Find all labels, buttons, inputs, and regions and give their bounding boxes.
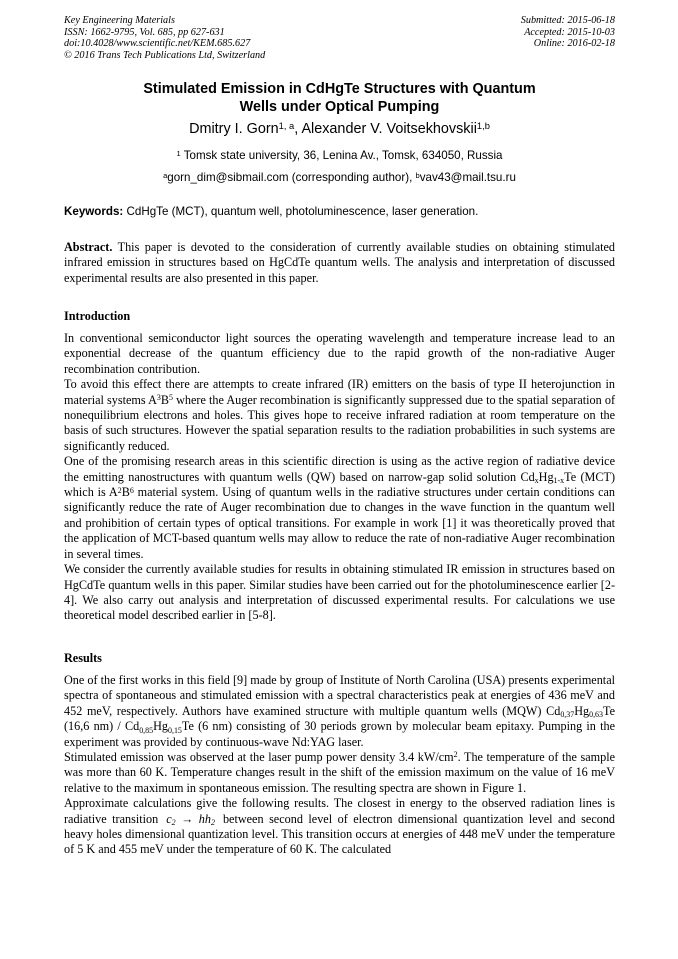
- introduction-heading: Introduction: [64, 309, 131, 323]
- results-paragraph-3: [64, 796, 615, 858]
- intro-p2-sup: 3: [156, 393, 161, 403]
- results-p1-text-e: Te (6 nm) consisting of 30 periods grown by molecular beam epitaxy. Pumping in the experiment was provided by continuous-wave Nd:YAG laser.: [64, 719, 615, 749]
- title-line-2: Wells under Optical Pumping: [239, 99, 440, 115]
- intro-p3-text-b: Hg: [538, 469, 554, 484]
- intro-p2-text-a: To avoid this effect there are attempts to create infrared (IR) emitters on the basis of type II heterojunction in material systems A: [64, 377, 615, 407]
- author-1: Dmitry I. Gorn: [189, 121, 279, 137]
- doi-line[interactable]: doi:10.4028/www.scientific.net/KEM.685.627: [64, 38, 251, 50]
- intro-p2-text-b: B: [160, 392, 170, 407]
- author-1-affiliation-mark: 1, a: [278, 120, 295, 131]
- dates-header: [521, 15, 615, 50]
- results-p3-text-a: Approximate calculations give the following results. The closest in energy to the observed radiation lines is radiative transition: [64, 796, 615, 826]
- results-p2-text-b: . The temperature of the sample was more than 60 K. Temperature changes result in the shift of the emission maximum on the value of 16 meV relative to the maximum in spontaneous emission. The resulting spectra are shown in Figure 1.: [64, 750, 615, 795]
- keywords-text: CdHgTe (MCT), quantum well, photoluminescence, laser generation.: [123, 205, 479, 218]
- formula-c-sub: 2: [171, 818, 176, 828]
- contact-emails: [64, 171, 615, 185]
- intro-paragraph-2: [64, 377, 615, 454]
- intro-p3-text-c: Te (MCT) which is A: [64, 469, 615, 500]
- intro-paragraph-1: [64, 331, 615, 377]
- issn-line: ISSN: 1662-9795, Vol. 685, pp 627-631: [64, 26, 225, 38]
- results-heading: Results: [64, 651, 102, 665]
- keywords-label: Keywords:: [64, 205, 124, 218]
- author-2: Alexander V. Voitsekhovskii: [301, 121, 477, 137]
- results-p3-text-b: between second level of electron dimensional quantization level and second heavy holes dimensional quantization level. This transition occurs at energies of 448 meV under the temperature of 5 K and 455 meV under the temperature of 60 K. The calculated: [64, 811, 616, 857]
- intro-paragraph-3: [64, 454, 615, 562]
- intro-p3-text-e: material system. Using of quantum wells in the radiative structures under certain conditions can significantly reduce the rate of Auger recombination due to changes in the wave function in the quantum well and prohibition of certain types of optical transitions. For example in work [1] it was theoretically proved that the application of MCT-based quantum wells may allow to reduce the rate of non-radiative Auger recombination in several times.: [64, 485, 616, 561]
- email-a[interactable]: gorn_dim@sibmail.com (corresponding author),: [167, 171, 416, 184]
- affiliation-number: 1: [176, 148, 181, 158]
- intro-p3-sub: x: [534, 476, 539, 486]
- author-list: [64, 120, 615, 138]
- copyright-line: © 2016 Trans Tech Publications Ltd, Switzerland: [64, 49, 266, 61]
- affiliation-text: Tomsk state university, 36, Lenina Av., Tomsk, 634050, Russia: [180, 149, 503, 162]
- results-p1-sub: 0,63: [589, 710, 603, 720]
- intro-p2-text-c: where the Auger recombination is significantly suppressed due to the spatial separation of nonequilibrium electrons and holes. This gives hope to receive infrared radiation at room temperature on the basis of such structures. However the spatial separation results to the radiation probabilities in such systems are significantly reduced.: [64, 392, 615, 453]
- email-a-mark: a: [163, 170, 168, 180]
- intro-p1-text: In conventional semiconductor light sources the operating wavelength and temperature increase lead to an exponential decrease of the quantum efficiency due to the rapid growth of the non-radiative Auger recombination contribution.: [64, 331, 615, 376]
- results-p2-sup: 2: [453, 750, 458, 760]
- intro-p3-text-d: B: [121, 485, 130, 500]
- introduction-body: [64, 331, 615, 624]
- intro-paragraph-4: [64, 562, 615, 624]
- results-p1-sub: 0,37: [560, 710, 575, 720]
- submitted-date: Submitted: 2015-06-18: [520, 15, 615, 26]
- results-p2-text-a: Stimulated emission was observed at the laser pump power density 3.4 kW/cm: [64, 750, 454, 765]
- abstract-label: Abstract.: [64, 240, 113, 254]
- abstract-text: This paper is devoted to the consideration of currently available studies on obtaining stimulated infrared emission in structures based on HgCdTe quantum wells. The analysis and interpretation of discussed experimental results are also presented in this paper.: [64, 240, 615, 285]
- title-line-1: Stimulated Emission in CdHgTe Structures with Quantum: [143, 81, 536, 97]
- results-p1-text-a: One of the first works in this field [9] made by group of Institute of North Carolina (USA) presents experimental spectra of spontaneous and stimulated emission with a spectral characteristics peak at energies of 436 meV and 452 meV, respectively. Authors have examined structure with multiple quantum wells (MQW) Cd: [64, 673, 615, 718]
- results-paragraph-2: [64, 750, 615, 796]
- results-body: [64, 673, 615, 858]
- formula-hh-sub: 2: [210, 818, 215, 828]
- transition-formula: [158, 812, 223, 826]
- author-separator: ,: [294, 121, 302, 137]
- results-p1-text-b: Hg: [574, 703, 590, 718]
- results-p1-text-d: Hg: [153, 719, 168, 734]
- results-p1-sub: 0,85: [139, 725, 154, 735]
- intro-p3-sup: 6: [129, 485, 134, 495]
- journal-name: Key Engineering Materials: [64, 15, 175, 26]
- online-date: Online: 2016-02-18: [533, 38, 615, 50]
- results-paragraph-1: [64, 673, 615, 750]
- intro-p3-text-a: One of the promising research areas in this scientific direction is using as the active region of radiative device the emitting nanostructures with quantum wells (QW) based on narrow-gap solid solution Cd: [64, 454, 615, 484]
- formula-c: c: [166, 811, 172, 826]
- keywords: [64, 205, 615, 219]
- results-p1-text-c: Te (16,6 nm) / Cd: [64, 703, 615, 734]
- abstract: [64, 240, 615, 286]
- journal-header: [64, 15, 265, 61]
- arrow-icon: →: [175, 811, 199, 826]
- author-2-affiliation-mark: 1,b: [476, 120, 490, 131]
- email-b[interactable]: vav43@mail.tsu.ru: [419, 171, 516, 184]
- accepted-date: Accepted: 2015-10-03: [524, 26, 615, 38]
- results-p1-sub: 0,15: [168, 725, 182, 735]
- intro-p3-sup: 2: [117, 485, 122, 495]
- intro-p2-sup: 5: [169, 393, 173, 403]
- email-b-mark: b: [415, 170, 420, 180]
- paper-title: [64, 80, 615, 116]
- formula-hh: hh: [198, 811, 211, 826]
- intro-p3-sub: 1-x: [553, 476, 565, 486]
- intro-p4-text: We consider the currently available studies for results in obtaining stimulated IR emission in structures based on HgCdTe quantum wells in this paper. Similar studies have been carried out for the photoluminescence earlier [2-4]. We also carry out analysis and interpretation of discussed experimental results. For calculations we use theoretical model described earlier in [5-8].: [64, 562, 615, 623]
- affiliation: [64, 149, 615, 163]
